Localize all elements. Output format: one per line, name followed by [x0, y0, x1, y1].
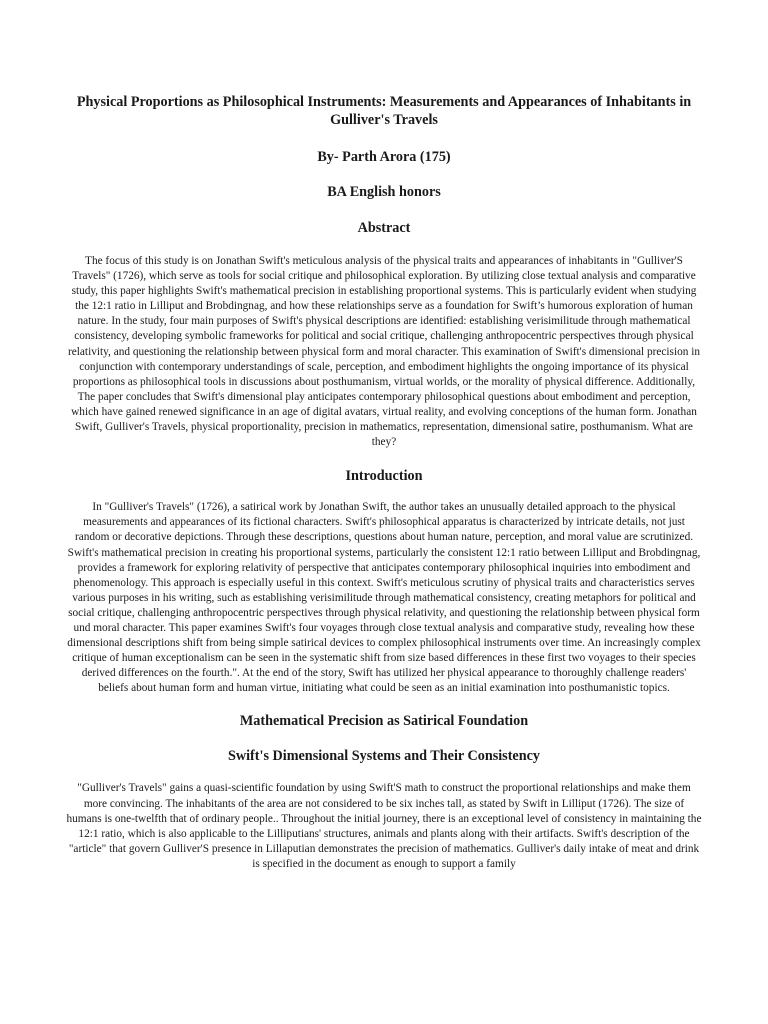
dimensional-systems-paragraph: "Gulliver's Travels" gains a quasi-scientific foundation by using Swift'S math to construct the proportional relationships and make them more convincing. The inhabitants of the area are not considered to be six inches tall, as stated by Swift in Lilliput (1726). The size of humans is one-twelfth that of ordinary people.. Throughout the initial journey, there is an exceptional level of consistency in maintaining the 12:1 ratio, which is also applicable to the Lilliputians' structures, animals and plants along with their artifacts. Swift's description of the "article" that govern Gulliver'S presence in Lillaputian demonstrates the precision of mathematics. Gulliver's daily intake of meat and drink is specified in the document as enough to support a family — [66, 782, 702, 870]
course-line: BA English honors — [327, 184, 441, 200]
abstract-heading: Abstract — [357, 220, 411, 236]
document-title: Physical Proportions as Philosophical Instruments: Measurements and Appearances of Inhabitants in Gulliver's Travels — [76, 94, 692, 128]
introduction-heading: Introduction — [345, 468, 423, 485]
document-page — [66, 93, 702, 872]
author-line: By- Parth Arora (175) — [317, 149, 451, 165]
introduction-paragraph: In "Gulliver's Travels" (1726), a satirical work by Jonathan Swift, the author takes an unusually detailed approach to the physical measurements and appearances of its fictional characters. Swift's philosophical apparatus is characterized by intricate details, not just random or decorative depictions. Through these descriptions, questions about human nature, perception, and moral value are scrutinized. Swift's mathematical precision in creating his proportional systems, particularly the consistent 12:1 ratio between Lilliput and Brobdingnag, provides a framework for exploring relativity of perspective that anticipates contemporary philosophical inquiries into embodiment and phenomenology. This approach is especially useful in this context. Swift's meticulous scrutiny of physical traits and characteristics serves various purposes in his writing, such as establishing verisimilitude through mathematical consistency, creating metaphors for political and social critique, challenging anthropocentric perspectives through physical relativity, and questioning the relationship between physical form und moral character. This paper examines Swift's four voyages through close textual analysis and comparative study, revealing how these dimensional descriptions shift from being simple satirical devices to complex philosophical instruments over time. An increasingly complex critique of human exceptionalism can be seen in the systematic shift from size based differences in these first two voyages to their species derived differences on the fourth.". At the end of the story, Swift has utilized her physical appearance to thoroughly challenge readers' beliefs about human form and human virtue, initiating what could be seen as an initial examination into posthumanistic topics. — [67, 501, 701, 695]
section-heading-mathematical-precision: Mathematical Precision as Satirical Foundation — [239, 713, 529, 730]
subsection-heading-dimensional-systems: Swift's Dimensional Systems and Their Consistency — [227, 748, 541, 765]
abstract-paragraph: The focus of this study is on Jonathan Swift's meticulous analysis of the physical traits and appearances of inhabitants in "Gulliver'S Travels" (1726), which serve as tools for social critique and philosophical exploration. By utilizing close textual analysis and comparative study, this paper highlights Swift's mathematical precision in establishing proportional systems. This is particularly evident when studying the 12:1 ratio in Lilliput and Brobdingnag, and how these relationships serve as a foundation for Swift’s humorous exploration of human nature. In the study, four main purposes of Swift's physical descriptions are identified: establishing verisimilitude through mathematical consistency, developing symbolic frameworks for political and social critique, challenging anthropocentric perspectives through physical relativity, and questioning the relationship between physical form and moral character. This examination of Swift's dimensional precision in conjunction with contemporary understandings of scale, perception, and embodiment highlights the ongoing importance of its physical proportions as philosophical tools in discussions about posthumanism, virtual worlds, or the morality of physical difference. Additionally, The paper concludes that Swift's dimensional play anticipates contemporary philosophical questions about embodiment and perception, which have gained renewed significance in an age of digital avatars, virtual reality, and evolving conceptions of the human form. Jonathan Swift, Gulliver's Travels, physical proportionality, precision in mathematics, representation, dimensional satire, posthumanism. What are they? — [68, 255, 700, 449]
